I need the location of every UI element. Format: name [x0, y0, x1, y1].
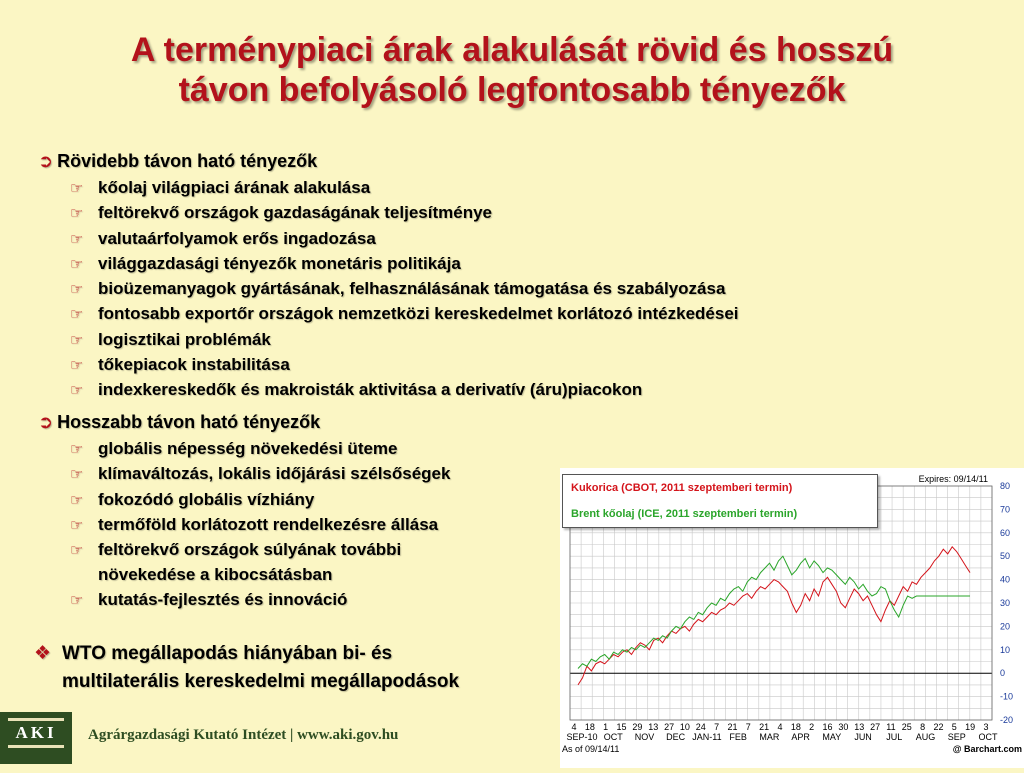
list-item-text: fokozódó globális vízhiány — [98, 489, 315, 509]
x-month-label: JAN-11 — [692, 732, 722, 742]
x-day-label: 24 — [695, 722, 706, 732]
x-day-label: 2 — [809, 722, 815, 732]
x-day-label: 13 — [854, 722, 865, 732]
list-item — [70, 252, 739, 277]
wto-line-1: WTO megállapodás hiányában bi- és — [62, 643, 393, 664]
pointing-hand-icon: ☞ — [70, 441, 84, 458]
list-item-text: feltörekvő országok súlyának további — [98, 540, 402, 560]
chart-legend — [562, 474, 878, 528]
x-day-label: 13 — [648, 722, 659, 732]
y-tick-label: 10 — [1000, 644, 1011, 655]
list-item — [70, 513, 450, 538]
short-term-heading-text: Rövidebb távon ható tényezők — [57, 151, 318, 171]
list-item — [70, 488, 450, 513]
x-month-label: NOV — [634, 732, 655, 742]
list-item-text: világgazdasági tényezők monetáris politikája — [98, 253, 461, 273]
x-month-label: MAY — [822, 732, 842, 742]
pointing-hand-icon: ☞ — [70, 255, 84, 273]
title-line-1: A terménypiaci árak alakulását rövid és hosszú — [130, 31, 894, 69]
x-day-label: 25 — [901, 722, 912, 732]
long-term-heading — [38, 412, 320, 433]
x-month-label: AUG — [915, 732, 936, 742]
long-term-list — [70, 437, 450, 613]
list-item-text: termőföld korlátozott rendelkezésre állása — [98, 514, 439, 534]
barchart-credit: @ Barchart.com — [952, 744, 1022, 754]
list-item — [70, 588, 450, 613]
list-item — [70, 277, 739, 302]
x-day-label: 21 — [727, 722, 738, 732]
y-tick-label: -20 — [1000, 715, 1014, 725]
wto-line-2: multilaterális kereskedelmi megállapodások — [62, 671, 460, 692]
list-item-text: feltörekvő országok gazdaságának teljesítménye — [98, 203, 492, 223]
pointing-hand-icon: ☞ — [70, 591, 84, 609]
arrow-icon: ➲ — [38, 412, 54, 432]
list-item-text: fontosabb exportőr országok nemzetközi kereskedelmet korlátozó intézkedései — [98, 304, 739, 324]
x-day-label: 27 — [870, 722, 881, 732]
y-tick-label: 0 — [1000, 668, 1006, 679]
legend-brent: Brent kőolaj (ICE, 2011 szeptemberi termin) — [571, 508, 798, 520]
x-day-label: 27 — [664, 722, 675, 732]
x-day-label: 18 — [584, 722, 595, 732]
y-tick-label: -10 — [1000, 691, 1014, 702]
x-month-label: JUN — [854, 732, 872, 742]
legend-corn: Kukorica (CBOT, 2011 szeptemberi termin) — [571, 482, 793, 494]
x-day-label: 3 — [983, 722, 989, 732]
x-day-label: 4 — [777, 722, 783, 732]
list-item — [70, 462, 450, 487]
x-month-label: DEC — [666, 732, 686, 742]
list-item-continuation — [70, 563, 450, 587]
footer-institute: Agrárgazdasági Kutató Intézet | www.aki.gov.hu — [88, 727, 399, 743]
x-day-label: 7 — [714, 722, 720, 732]
y-tick-label: 30 — [1000, 598, 1011, 608]
y-tick-label: 20 — [1000, 621, 1011, 632]
x-month-label: OCT — [603, 732, 623, 742]
arrow-icon: ➲ — [38, 151, 54, 171]
list-item — [70, 176, 739, 201]
y-tick-label: 70 — [1000, 504, 1011, 515]
diamond-bullet-icon: ❖ — [34, 643, 52, 664]
pointing-hand-icon: ☞ — [70, 542, 84, 560]
x-day-label: 21 — [759, 722, 770, 732]
x-month-label: MAR — [759, 732, 780, 742]
pointing-hand-icon: ☞ — [70, 466, 84, 484]
x-day-label: 15 — [616, 722, 627, 732]
x-month-label: OCT — [978, 732, 998, 742]
x-day-label: 10 — [679, 722, 690, 732]
title-line-2: távon befolyásoló legfontosabb tényezők — [178, 71, 846, 109]
pointing-hand-icon: ☞ — [70, 491, 84, 509]
list-item — [70, 201, 739, 226]
list-item — [70, 227, 739, 252]
pointing-hand-icon: ☞ — [70, 306, 84, 324]
pointing-hand-icon: ☞ — [70, 230, 84, 248]
x-day-label: 22 — [933, 722, 944, 732]
x-month-label: SEP-10 — [566, 732, 598, 742]
pointing-hand-icon: ☞ — [70, 382, 84, 400]
list-item — [70, 302, 739, 327]
list-item — [70, 538, 450, 563]
pointing-hand-icon: ☞ — [70, 180, 84, 197]
wto-bullet — [34, 640, 459, 696]
x-day-label: 11 — [886, 722, 896, 732]
y-tick-label: 60 — [1000, 527, 1011, 538]
slide-title — [0, 30, 1024, 110]
x-day-label: 18 — [790, 722, 801, 732]
list-item-text: növekedése a kibocsátásban — [98, 565, 333, 585]
list-item-text: bioüzemanyagok gyártásának, felhasználásának támogatása és szabályozása — [98, 279, 726, 299]
x-month-label: FEB — [729, 732, 747, 742]
x-month-label: JUL — [886, 732, 903, 742]
list-item-text: tőkepiacok instabilitása — [98, 355, 290, 375]
x-day-label: 8 — [920, 722, 926, 732]
x-month-label: SEP — [947, 732, 966, 742]
aki-logo — [0, 712, 72, 764]
x-day-label: 4 — [571, 722, 577, 732]
list-item-text: indexkereskedők és makroisták aktivitása a derivatív (áru)piacokon — [98, 380, 643, 400]
list-item-text: kőolaj világpiaci árának alakulása — [98, 178, 371, 197]
y-tick-label: 80 — [1000, 481, 1011, 491]
x-day-label: 5 — [951, 722, 957, 732]
y-tick-label: 50 — [1000, 551, 1011, 562]
list-item-text: valutaárfolyamok erős ingadozása — [98, 228, 376, 248]
list-item — [70, 353, 739, 378]
list-item — [70, 328, 739, 353]
list-item — [70, 378, 739, 403]
x-month-label: APR — [791, 732, 810, 742]
x-day-label: 16 — [822, 722, 833, 732]
x-day-label: 19 — [965, 722, 976, 732]
as-of-label: As of 09/14/11 — [562, 744, 620, 754]
list-item — [70, 437, 450, 462]
x-day-label: 7 — [745, 722, 751, 732]
list-item-text: logisztikai problémák — [98, 329, 271, 349]
pointing-hand-icon: ☞ — [70, 357, 84, 375]
short-term-list — [70, 176, 739, 404]
x-day-label: 1 — [603, 722, 609, 732]
list-item-text: klímaváltozás, lokális időjárási szélsőségek — [98, 464, 451, 484]
short-term-heading — [38, 151, 317, 172]
pointing-hand-icon: ☞ — [70, 205, 84, 223]
x-day-label: 29 — [632, 722, 643, 732]
pointing-hand-icon: ☞ — [70, 281, 84, 299]
pointing-hand-icon: ☞ — [70, 331, 84, 349]
list-item-text: kutatás-fejlesztés és innováció — [98, 589, 348, 609]
x-day-label: 30 — [838, 722, 849, 732]
long-term-heading-text: Hosszabb távon ható tényezők — [57, 412, 321, 432]
y-tick-label: 40 — [1000, 574, 1011, 585]
pointing-hand-icon: ☞ — [70, 516, 84, 534]
logo-text: AKI — [15, 723, 57, 742]
expires-label: Expires: 09/14/11 — [918, 474, 988, 484]
list-item-text: globális népesség növekedési üteme — [98, 439, 398, 458]
